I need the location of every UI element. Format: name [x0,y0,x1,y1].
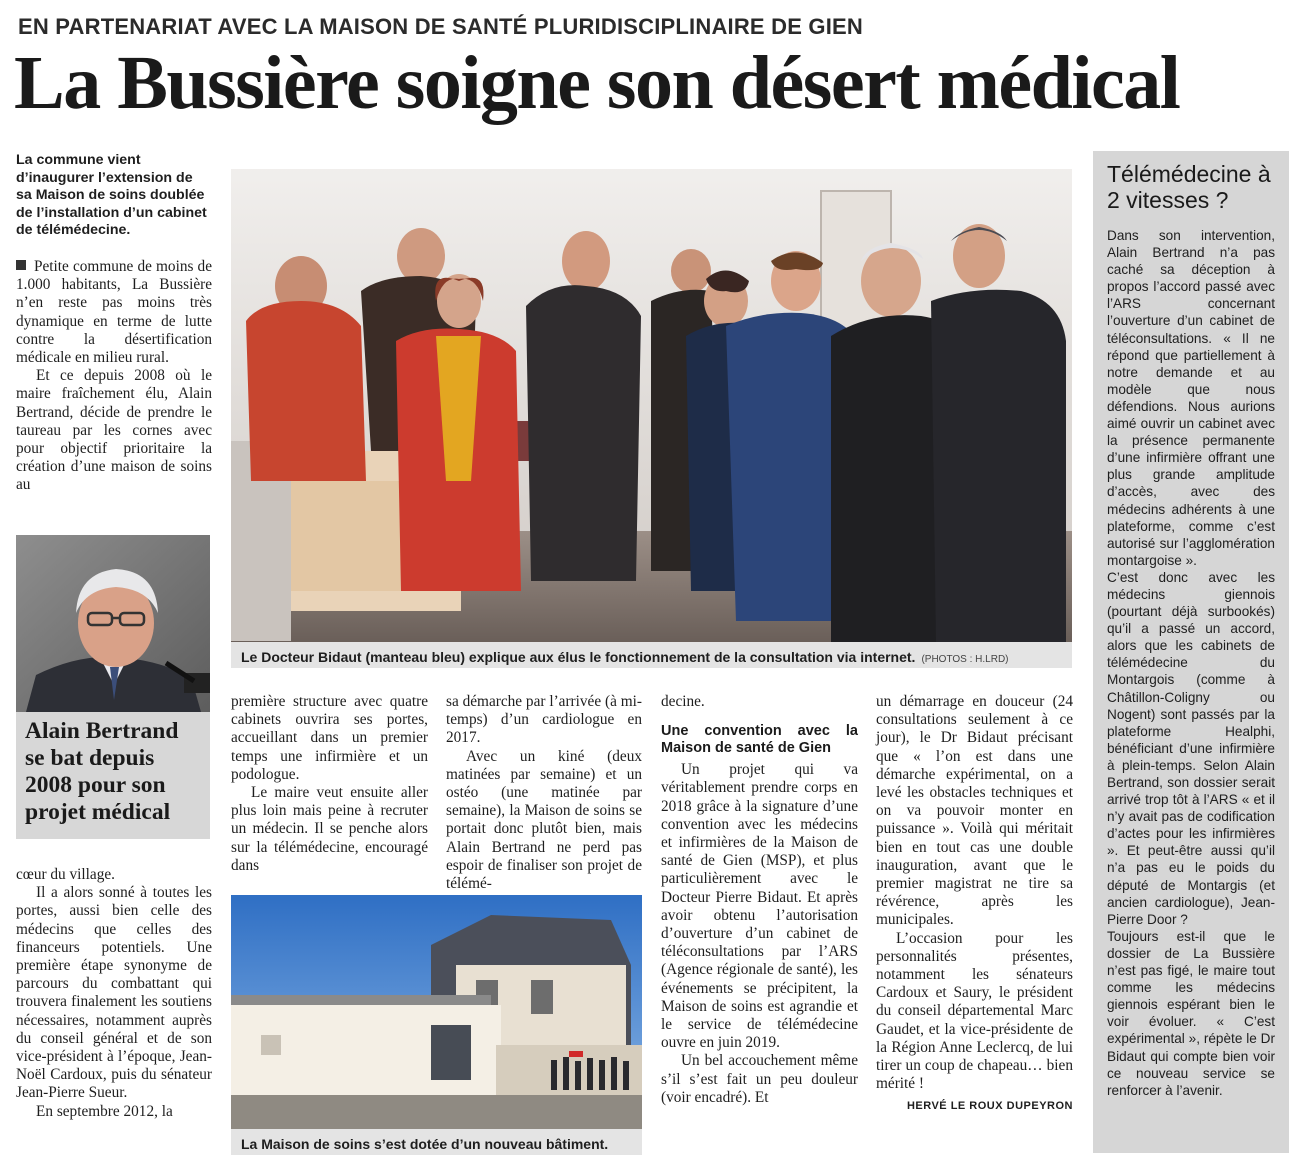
column-5 [876,693,1073,1116]
pull-quote: Alain Bertrand se bat depuis 2008 pour son projet médical [16,712,210,839]
main-photo-caption [231,642,1072,668]
building-image [231,895,642,1129]
caption-text: La Maison de soins s’est dotée d’un nouveau bâtiment. [241,1136,609,1152]
paragraph: un démarrage en douceur (24 consultations seulement à ce jour), le Dr Bidaut précisant que « l’on est dans une démarche expérimental, on a levé les obstacles techniques et on va pouvoir monter en puissance ». Voilà qui méritait bien en tout cas une double inauguration, avant que le premier magistrat ne tire sa révérence, après les municipales. [876,693,1073,929]
paragraph [16,258,212,367]
lead-paragraph: La commune vient d’inaugurer l’extension de sa Maison de soins doublée de l’installation d’un cabinet de télémédecine. [16,152,207,238]
main-photo [231,151,1072,642]
caption-text: Le Docteur Bidaut (manteau bleu) explique aux élus le fonctionnement de la consultation via internet. [241,649,916,665]
headline: La Bussière soigne son désert médical [14,41,1180,125]
paragraph: decine. [661,693,705,710]
paragraph: Dans son intervention, Alain Bertrand n’a pas caché sa déception à propos l’accord passé avec l’ARS concernant l’ouverture d’un cabinet de téléconsultations. « Il ne répond que partiellement à notre demande et au modèle que nous défendions. Nous aurions aimé ouvrir un cabinet avec la présence permanente d’une infirmière offrant une plus grande amplitude d’accès, avec des médecins adhérents à une plateforme, comme c’est autorisé sur l’agglomération montargoise ». [1107,228,1275,568]
sidebar-box [1093,151,1289,1153]
building-photo [231,895,642,1129]
sidebar-title: Télémédecine à 2 vitesses ? [1107,161,1271,213]
paragraph: cœur du village. [16,866,115,883]
paragraph-text: Petite commune de moins de 1.000 habitants, La Bussière n’en reste pas moins très dynamique en terme de lutte contre la désertification médicale en milieu rural. [16,258,212,367]
column-1-top [16,258,212,495]
paragraph: En septembre 2012, la [36,1102,173,1120]
paragraph: Avec un kiné (deux matinées par semaine) et un ostéo (une matinée par semaine), la Maison de soins se portait donc plutôt bien, mais Alain Bertrand ne perd pas espoir de finaliser son projet de télémé- [446,747,642,893]
bullet-square-icon [16,260,26,270]
paragraph: première structure avec quatre cabinets ouvrira ses portes, accueillant dans un premier temps une infirmière et un podologue. [231,693,428,783]
paragraph: Et ce depuis 2008 où le maire fraîchement élu, Alain Bertrand, décide de prendre le taureau par les cornes avec pour objectif prioritaire la création d’une maison de soins au [16,367,212,494]
section-subhead: Une convention avec la Maison de santé de Gien [661,723,858,757]
paragraph: C’est donc avec les médecins giennois (pourtant déjà surbookés) qu’il a passé un accord, alors que les cabinets de télémédecine du Montargois (comme à Châtillon-Coligny ou Nogent) sont passés par la plateforme Healphi, bénéficiant d’une infirmière à plein-temps. Selon Alain Bertrand, son dossier serait arrivé trop tôt à l’ARS « et il n’y avait pas de codification d’actes pour les infirmières ». Et peut-être aussi qu’il n’a pas eu le poids du député de Montargis (et ancien cardiologue), Jean-Pierre Door ? [1107,569,1275,927]
column-3 [446,693,642,893]
portrait-photo [16,535,210,712]
paragraph: Toujours est-il que le dossier de La Bussière n’est pas figé, le maire tout comme les médecins giennois espérant bien le voir évoluer. « C’est expérimental », répète le Dr Bidaut qui compte bien voir ce nouveau service se renforcer à l’avenir. [1107,928,1275,1098]
photo-credit: (PHOTOS : H.LRD) [921,654,1009,665]
main-photo-image [231,151,1072,642]
paragraph: sa démarche par l’arrivée (à mi-temps) d’un cardiologue en 2017. [446,693,642,747]
portrait-image [16,535,210,712]
building-photo-caption [231,1129,642,1155]
paragraph: Le maire veut ensuite aller plus loin mais peine à recruter un médecin. Il se penche alors sur la télémédecine, encouragé dans [231,784,428,874]
column-4 [661,693,858,1107]
paragraph: L’occasion pour les personnalités présentes, notamment les sénateurs Cardoux et Saury, le président du conseil départemental Marc Gaudet, et la vice-présidente de la Région Anne Leclercq, de lui tirer un coup de chapeau… bien mérité ! [876,929,1073,1093]
paragraph: Un bel accouchement même s’il s’est fait un peu douleur (voir encadré). Et [661,1052,858,1106]
sidebar-body [1107,227,1275,1099]
paragraph: Un projet qui va véritablement prendre corps en 2018 grâce à la signature d’une convention avec les médecins et infirmières de la Maison de santé de Gien (MSP), et plus particulièrement avec le Docteur Pierre Bidaut. Et après avoir obtenu l’autorisation d’ouverture d’un cabinet de téléconsultations par l’ARS (Agence régionale de santé), les événements se précipitent, la Maison de soins est agrandie et le service de télémédecine ouvre en juin 2019. [661,761,858,1052]
column-2 [231,693,428,875]
column-1-bottom [16,866,212,1121]
paragraph: Il a alors sonné à toutes les portes, aussi bien celle des médecins que celles des financeurs potentiels. Une première étape synonyme de parcours du combattant qui trouvera finalement les soutiens nécessaires, notamment auprès du conseil général et de son vice-président à l’époque, Jean-Noël Cardoux, puis du sénateur Jean-Pierre Sueur. [16,884,212,1102]
kicker: EN PARTENARIAT AVEC LA MAISON DE SANTÉ PLURIDISCIPLINAIRE DE GIEN [18,14,863,39]
author-signature: HERVÉ LE ROUX DUPEYRON [906,1100,1073,1113]
